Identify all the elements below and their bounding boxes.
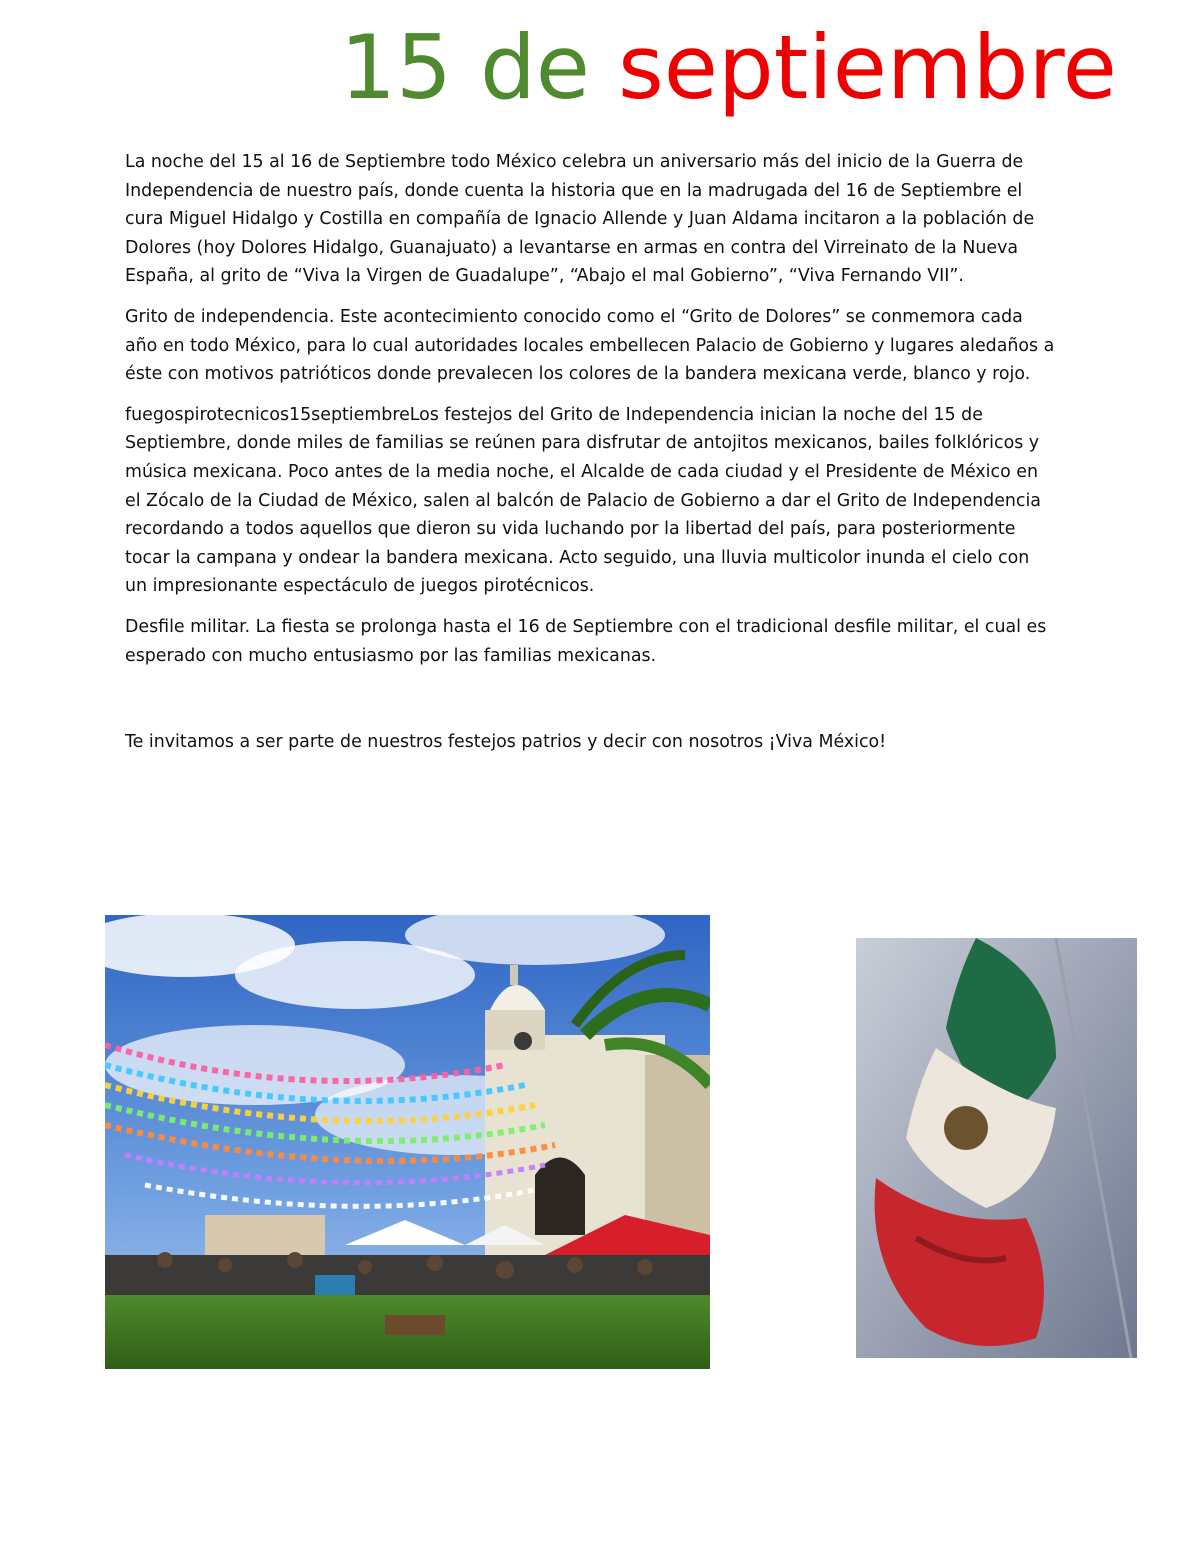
paragraph-history: La noche del 15 al 16 de Septiembre todo México celebra un aniversario más del inicio de la Guerra de Independencia de nuestro país, donde cuenta la historia que en la madrugada del 16 de Septiembre el cura Miguel Hidalgo y Costilla en compañía de Ignacio Allende y Juan Aldama incitaron a la población de Dolores (hoy Dolores Hidalgo, Guanajuato) a levantarse en armas en contra del Virreinato de la Nueva España, al grito de “Viva la Virgen de Guadalupe”, “Abajo el mal Gobierno”, “Viva Fernando VII”. bbox=[125, 152, 1035, 287]
title-month: septiembre bbox=[617, 16, 1117, 119]
paragraph-desfile: Desfile militar. La fiesta se prolonga hasta el 16 de Septiembre con el tradicional desfile militar, el cual es esperado con mucho entusiasmo por las familias mexicanas. bbox=[125, 616, 1047, 666]
paragraph-invitation: Te invitamos a ser parte de nuestros festejos patrios y decir con nosotros ¡Viva México! bbox=[125, 732, 887, 753]
title-number: 15 de bbox=[340, 16, 590, 119]
flag-photo bbox=[856, 938, 1137, 1358]
article-body bbox=[125, 148, 1055, 769]
paragraph-grito: Grito de independencia. Este acontecimiento conocido como el “Grito de Dolores” se conmemora cada año en todo México, para lo cual autoridades locales embellecen Palacio de Gobierno y lugares aledaños a éste con motivos patrióticos donde prevalecen los colores de la bandera mexicana verde, blanco y rojo. bbox=[125, 306, 1055, 385]
paragraph-festejos: fuegospirotecnicos15septiembreLos festejos del Grito de Independencia inician la noche del 15 de Septiembre, donde miles de familias se reúnen para disfrutar de antojitos mexicanos, bailes folklóricos y música mexicana. Poco antes de la media noche, el Alcalde de cada ciudad y el Presidente de México en el Zócalo de la Ciudad de México, salen al balcón de Palacio de Gobierno a dar el Grito de Independencia recordando a todos aquellos que dieron su vida luchando por la libertad del país, para posteriormente tocar la campana y ondear la bandera mexicana. Acto seguido, una lluvia multicolor inunda el cielo con un impresionante espectáculo de juegos pirotécnicos. bbox=[125, 404, 1041, 597]
festival-photo bbox=[105, 915, 710, 1369]
page-title bbox=[340, 18, 1117, 118]
